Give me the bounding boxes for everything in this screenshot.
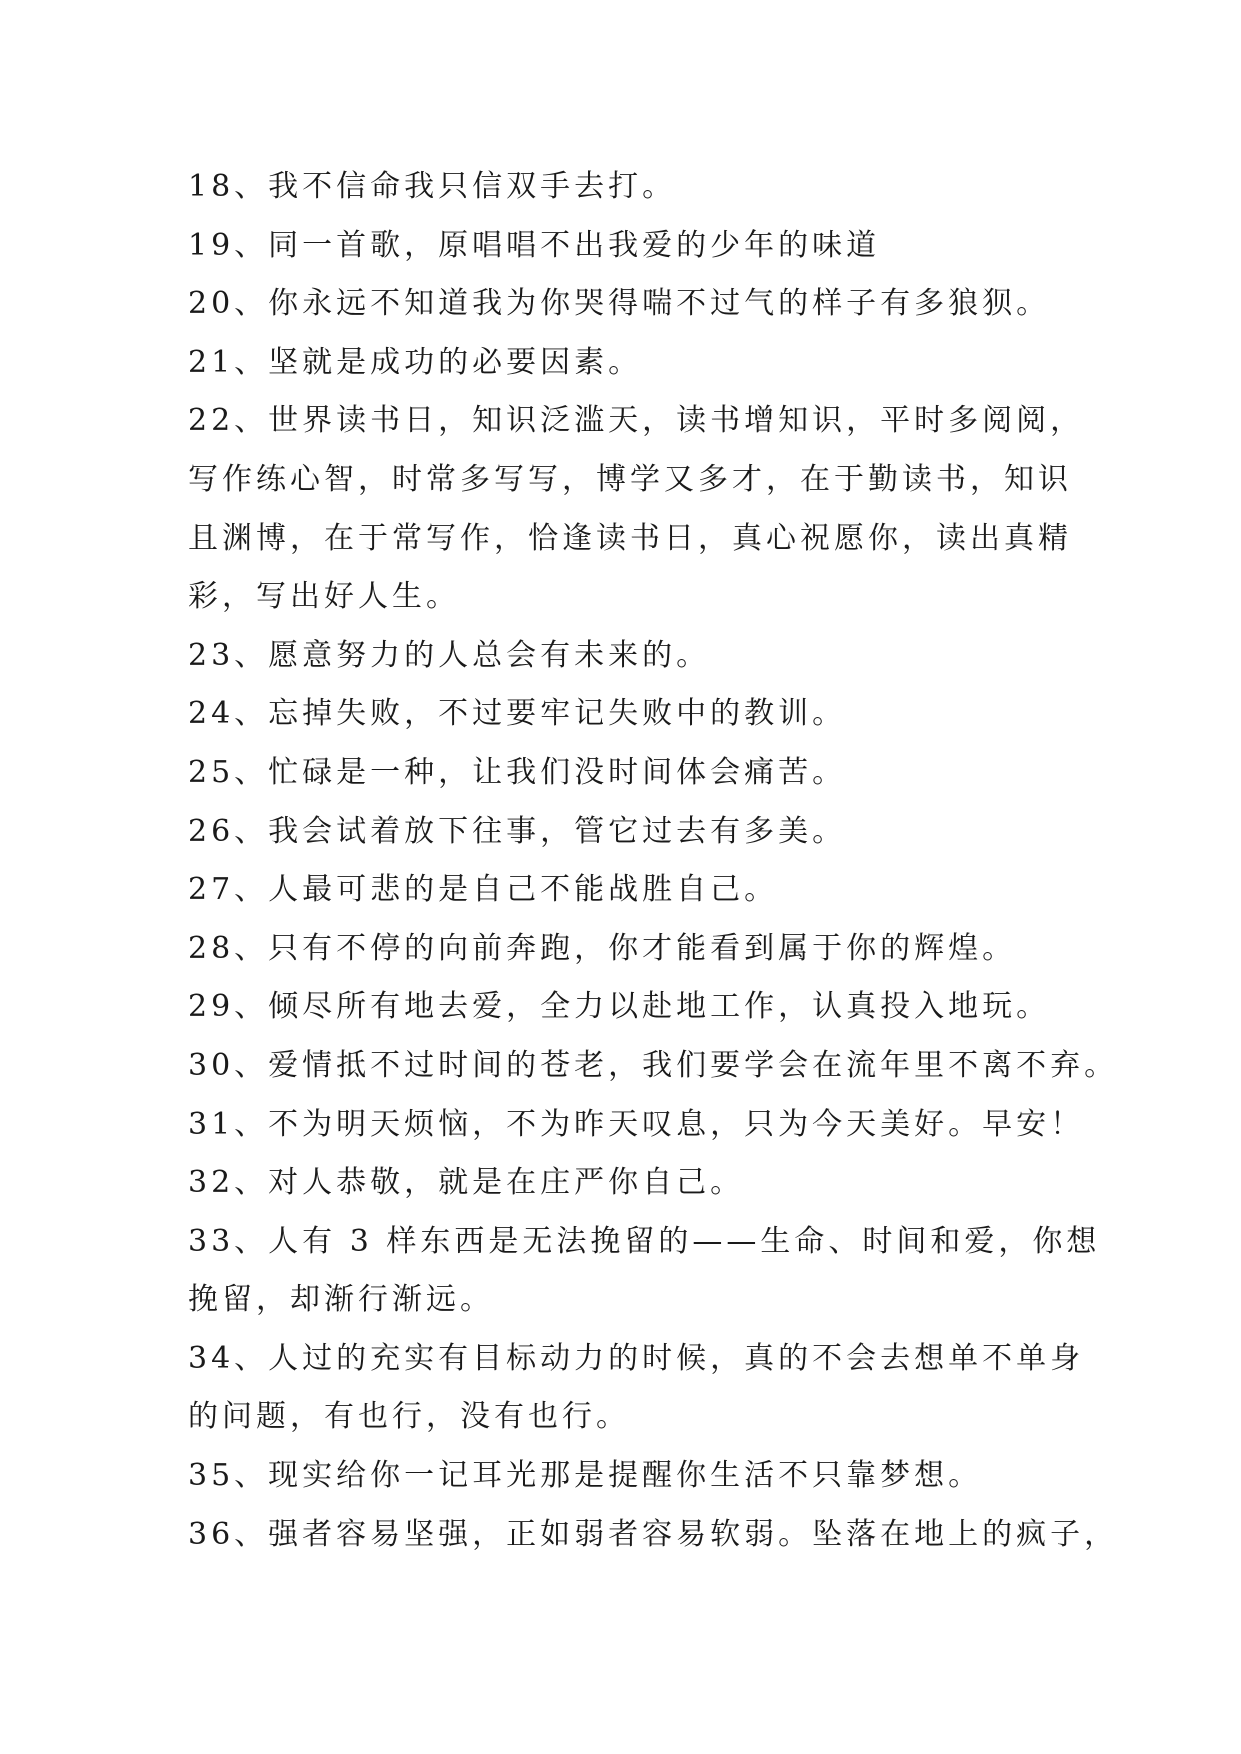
text-line: 23、愿意努力的人总会有未来的。	[188, 637, 711, 673]
text-line: 22、世界读书日，知识泛滥天，读书增知识，平时多阅阅，	[188, 403, 1085, 439]
text-line: 30、爱情抵不过时间的苍老，我们要学会在流年里不离不弃。	[188, 1047, 1119, 1083]
text-line: 25、忙碌是一种，让我们没时间体会痛苦。	[188, 754, 847, 790]
text-line: 21、坚就是成功的必要因素。	[188, 344, 643, 380]
text-line: 24、忘掉失败，不过要牢记失败中的教训。	[188, 696, 847, 732]
text-line: 19、同一首歌，原唱唱不出我爱的少年的味道	[188, 227, 881, 263]
text-line: 35、现实给你一记耳光那是提醒你生活不只靠梦想。	[188, 1458, 983, 1494]
text-line: 20、你永远不知道我为你哭得喘不过气的样子有多狼狈。	[188, 286, 1051, 322]
text-body	[188, 158, 1119, 1564]
text-line: 26、我会试着放下往事，管它过去有多美。	[188, 813, 847, 849]
text-line: 的问题，有也行，没有也行。	[188, 1399, 630, 1435]
text-line: 36、强者容易坚强，正如弱者容易软弱。坠落在地上的疯子，	[188, 1516, 1119, 1552]
text-line: 18、我不信命我只信双手去打。	[188, 169, 677, 204]
text-line: 彩，写出好人生。	[188, 579, 460, 615]
text-line: 且渊博，在于常写作，恰逢读书日，真心祝愿你，读出真精	[188, 520, 1072, 556]
text-line: 32、对人恭敬，就是在庄严你自己。	[188, 1165, 745, 1201]
text-line: 28、只有不停的向前奔跑，你才能看到属于你的辉煌。	[188, 930, 1017, 966]
text-line: 34、人过的充实有目标动力的时候，真的不会去想单不单身	[188, 1340, 1085, 1376]
text-line: 27、人最可悲的是自己不能战胜自己。	[188, 872, 779, 908]
text-line: 31、不为明天烦恼，不为昨天叹息，只为今天美好。早安！	[188, 1106, 1085, 1142]
text-line: 写作练心智，时常多写写，博学又多才，在于勤读书，知识	[188, 461, 1072, 497]
text-line: 33、人有 3 样东西是无法挽留的——生命、时间和爱，你想	[188, 1223, 1101, 1259]
text-line: 29、倾尽所有地去爱，全力以赴地工作，认真投入地玩。	[188, 989, 1051, 1025]
text-line: 挽留，却渐行渐远。	[188, 1282, 494, 1318]
